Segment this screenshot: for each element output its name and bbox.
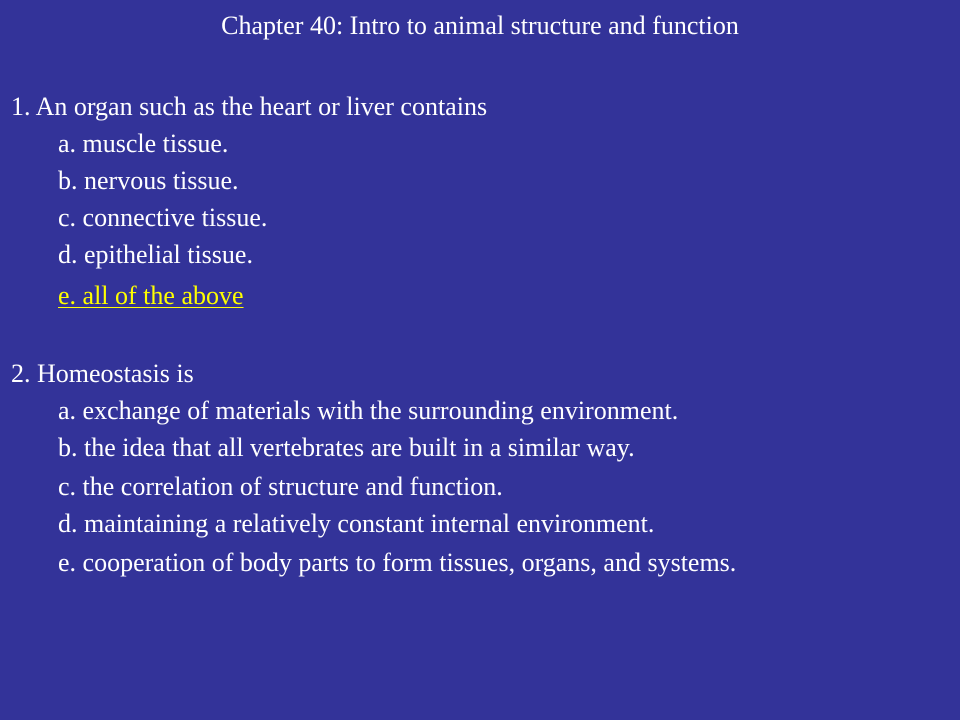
question-1-prompt: 1. An organ such as the heart or liver contains [11,92,488,121]
question-1-answer-option-e[interactable]: e. all of the above [58,281,244,310]
question-2-option-a: a. exchange of materials with the surrounding environment. [58,396,679,425]
question-2-prompt: 2. Homeostasis is [11,359,194,388]
question-1-option-d: d. epithelial tissue. [58,240,253,269]
question-2-option-b: b. the idea that all vertebrates are built in a similar way. [58,433,635,462]
question-1-option-b: b. nervous tissue. [58,166,239,195]
question-1-option-c: c. connective tissue. [58,203,268,232]
question-2-option-c: c. the correlation of structure and function. [58,472,503,501]
question-2-option-e: e. cooperation of body parts to form tissues, organs, and systems. [58,548,737,577]
slide-title: Chapter 40: Intro to animal structure and function [221,11,739,40]
question-1-option-a: a. muscle tissue. [58,129,229,158]
question-2-option-d: d. maintaining a relatively constant internal environment. [58,509,655,538]
